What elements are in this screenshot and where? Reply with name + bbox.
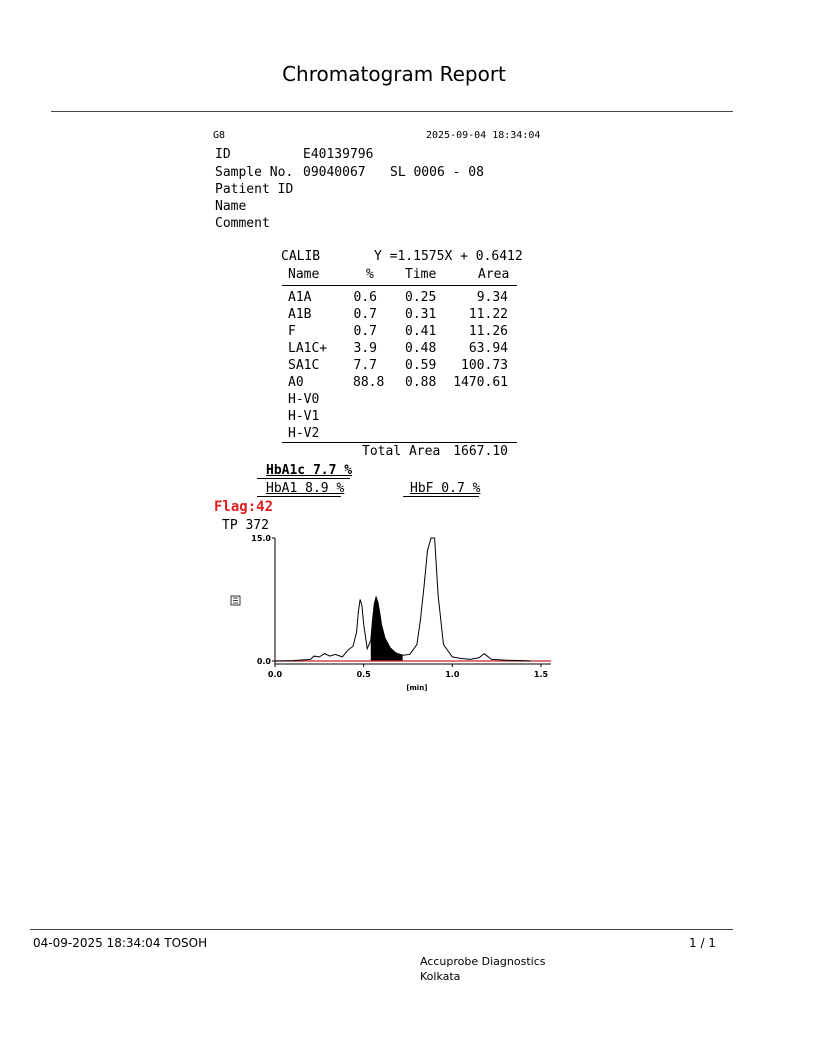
table-row-name: H-V1 bbox=[288, 409, 320, 424]
report-datetime: 2025-09-04 18:34:04 bbox=[426, 130, 541, 141]
x-tick-label: 0.5 bbox=[356, 670, 371, 679]
patient-id-label: Patient ID bbox=[215, 182, 294, 197]
hbf-rule bbox=[403, 496, 479, 497]
chromatogram-line bbox=[275, 538, 530, 661]
id-label: ID bbox=[215, 147, 231, 162]
hba1c-rule bbox=[257, 478, 350, 479]
report-title: Chromatogram Report bbox=[282, 62, 506, 86]
x-tick-label: 1.0 bbox=[445, 670, 460, 679]
table-row-area: 11.26 bbox=[468, 324, 508, 339]
page-number: 1 / 1 bbox=[689, 936, 716, 950]
table-row-name: A1A bbox=[288, 290, 312, 305]
table-footer-rule bbox=[282, 442, 517, 443]
x-tick-label: 0.0 bbox=[267, 670, 283, 679]
col-header-area: Area bbox=[478, 267, 510, 282]
x-axis-label: [min] bbox=[406, 684, 428, 692]
sample-value: 09040067 bbox=[303, 165, 366, 180]
col-header-time: Time bbox=[405, 267, 437, 282]
table-row-name: LA1C+ bbox=[288, 341, 328, 356]
y-tick-label-top: 15.0 bbox=[251, 534, 271, 543]
sl-value: SL 0006 - 08 bbox=[390, 165, 484, 180]
table-row-name: F bbox=[288, 324, 296, 339]
id-value: E40139796 bbox=[303, 147, 374, 162]
col-header-pct: % bbox=[366, 267, 374, 282]
table-row-area: 63.94 bbox=[468, 341, 508, 356]
table-row-area: 11.22 bbox=[468, 307, 508, 322]
sample-label: Sample No. bbox=[215, 165, 294, 180]
total-area-value: 1667.10 bbox=[453, 444, 508, 459]
calib-label: CALIB bbox=[281, 249, 321, 264]
table-row-area: 1470.61 bbox=[453, 375, 508, 390]
table-row-name: SA1C bbox=[288, 358, 320, 373]
table-row-time: 0.48 bbox=[405, 341, 437, 356]
lab-city: Kolkata bbox=[420, 970, 461, 983]
table-row-area: 9.34 bbox=[476, 290, 508, 305]
x-tick-label: 1.5 bbox=[533, 670, 549, 679]
table-row-time: 0.25 bbox=[405, 290, 437, 305]
y-axis-unit-icon bbox=[231, 596, 240, 605]
name-label: Name bbox=[215, 199, 247, 214]
table-row-name: A0 bbox=[288, 375, 304, 390]
lab-name: Accuprobe Diagnostics bbox=[420, 955, 546, 968]
table-row-name: H-V2 bbox=[288, 426, 320, 441]
total-area-label: Total Area bbox=[362, 444, 441, 459]
table-row-time: 0.59 bbox=[405, 358, 437, 373]
tp-value: TP 372 bbox=[222, 518, 269, 533]
table-row-pct: 3.9 bbox=[353, 341, 377, 356]
table-row-time: 0.88 bbox=[405, 375, 437, 390]
hba1c-result: HbA1c 7.7 % bbox=[266, 463, 353, 478]
calib-equation: Y =1.1575X + 0.6412 bbox=[374, 249, 523, 264]
hba1-rule bbox=[257, 496, 341, 497]
hba1-result: HbA1 8.9 % bbox=[266, 481, 345, 496]
comment-label: Comment bbox=[215, 216, 270, 231]
shaded-peak bbox=[371, 597, 403, 661]
table-row-pct: 0.6 bbox=[353, 290, 377, 305]
col-header-name: Name bbox=[288, 267, 320, 282]
hbf-result: HbF 0.7 % bbox=[410, 481, 481, 496]
chromatogram-chart bbox=[222, 530, 572, 695]
table-row-time: 0.31 bbox=[405, 307, 437, 322]
footer-divider bbox=[30, 929, 733, 930]
flag-indicator: Flag:42 bbox=[214, 499, 274, 515]
footer-timestamp: 04-09-2025 18:34:04 TOSOH bbox=[33, 936, 208, 950]
table-row-name: A1B bbox=[288, 307, 312, 322]
header-divider bbox=[51, 111, 733, 112]
table-row-pct: 7.7 bbox=[353, 358, 377, 373]
table-row-pct: 0.7 bbox=[353, 307, 377, 322]
table-row-time: 0.41 bbox=[405, 324, 437, 339]
table-row-pct: 88.8 bbox=[353, 375, 385, 390]
table-row-name: H-V0 bbox=[288, 392, 320, 407]
y-tick-label-bottom: 0.0 bbox=[256, 657, 271, 666]
table-row-pct: 0.7 bbox=[353, 324, 377, 339]
table-row-area: 100.73 bbox=[461, 358, 508, 373]
table-header-rule bbox=[282, 285, 517, 286]
instrument-code: G8 bbox=[213, 130, 226, 141]
